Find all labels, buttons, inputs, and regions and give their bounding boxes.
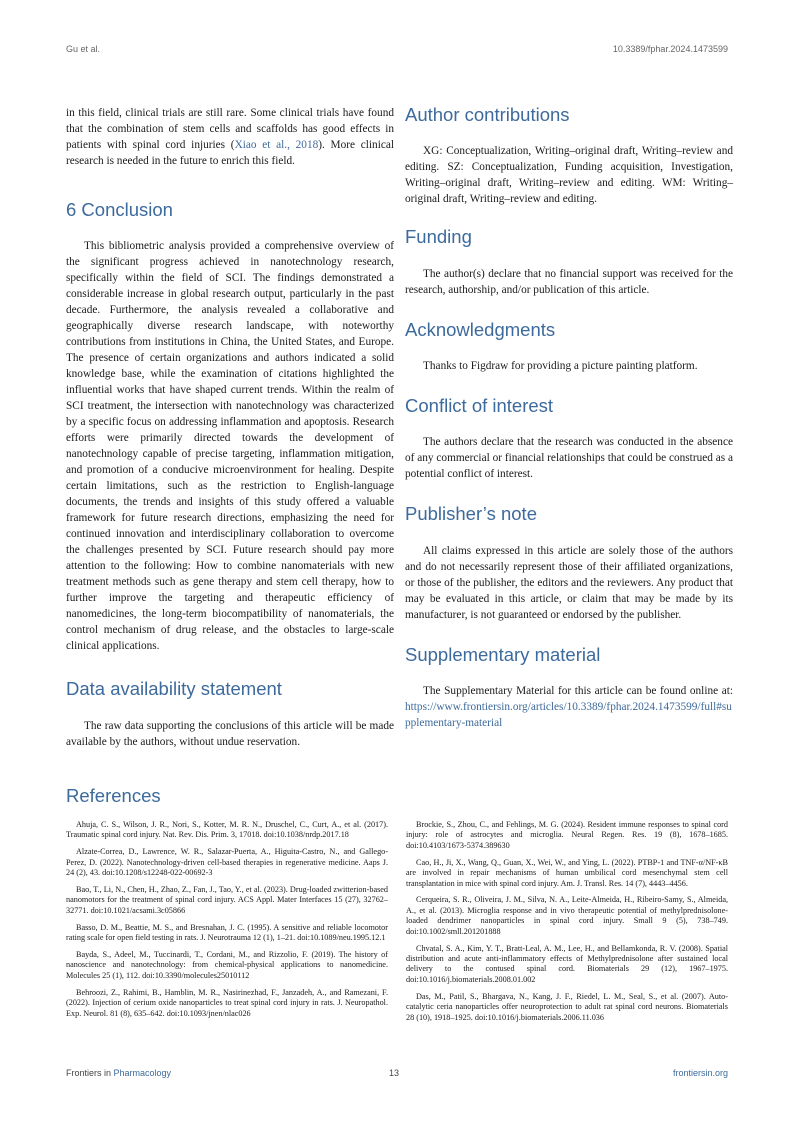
left-column: [66, 105, 394, 750]
reference-item: Ahuja, C. S., Wilson, J. R., Nori, S., Kotter, M. R. N., Druschel, C., Curt, A., et al. (2017). Traumatic spinal cord injury. Nat. Rev. Dis. Prim. 3, 17018. doi:10.1038/nrdp.2017.18: [66, 820, 388, 840]
reference-item: Basso, D. M., Beattie, M. S., and Bresnahan, J. C. (1995). A sensitive and reliable locomotor rating scale for open field testing in rats. J. Neurotrauma 12 (1), 1–21. doi:10.1089/neu.1995.12.1: [66, 922, 388, 943]
author-contributions-heading: Author contributions: [405, 104, 570, 125]
reference-item: Behroozi, Z., Rahimi, B., Hamblin, M. R., Nasirinezhad, F., Janzadeh, A., and Ramezani, F. (2022). Injection of cerium oxide nanoparticles to treat spinal cord injury in rats. J. Neuropathol. Exp. Neurol. 81 (8), 635–642. doi:10.1093/jnen/nlac026: [66, 987, 388, 1018]
reference-item: Cao, H., Ji, X., Wang, Q., Guan, X., Wei, W., and Ying, L. (2022). PTBP-1 and TNF-α/NF-κB are involved in repair mechanisms of human umbilical cord mesenchymal stem cell transplantation in mice with spinal cord injury. Am. J. Transl. Res. 14 (7), 4443–4456.: [406, 857, 728, 888]
supplementary-link[interactable]: https://www.frontiersin.org/articles/10.3389/fphar.2024.1473599/full#supplementary-material: [405, 701, 732, 730]
references-left-column: [66, 820, 388, 1026]
reference-item: Bao, T., Li, N., Chen, H., Zhao, Z., Fan, J., Tao, Y., et al. (2023). Drug-loaded zwitterion-based nanomotors for the treatment of spinal cord injury. ACS Appl. Mater Interfaces 15 (27), 32762–32771. doi:10.1021/acsami.3c05866: [66, 885, 388, 915]
publisher-note-paragraph: All claims expressed in this article are solely those of the authors and do not necessarily represent those of their affiliated organizations, or those of the publisher, the editors and the reviewers. Any product that may be evaluated in this article, or claim that may be made by its manufacturer, is not guaranteed or endorsed by the publisher.: [405, 544, 733, 621]
right-column: [405, 105, 733, 731]
reference-item: Alzate-Correa, D., Lawrence, W. R., Salazar-Puerta, A., Higuita-Castro, N., and Gallego-Perez, D. (2022). Nanotechnology-driven cell-based therapies in regenerative medicine. Aaps J. 24 (2), 43. doi:10.1208/s12248-022-00692-3: [66, 847, 388, 878]
conclusion-heading: 6 Conclusion: [66, 199, 173, 220]
funding-heading: Funding: [405, 226, 472, 248]
data-availability-paragraph: The raw data supporting the conclusions of this article will be made available by the authors, without undue reservation.: [66, 719, 394, 748]
author-contributions-paragraph: XG: Conceptualization, Writing–original draft, Writing–review and editing. SZ: Conceptualization, Funding acquisition, Investigation, Writing–original draft, Writing–review and editing. WM: Writing–original draft, Writing–review and editing.: [405, 145, 733, 206]
conflict-heading: Conflict of interest: [405, 395, 554, 417]
reference-item: Das, M., Patil, S., Bhargava, N., Kang, J. F., Riedel, L. M., Seal, S., et al. (2007). Auto-catalytic ceria nanoparticles offer neuroprotection to adult rat spinal cord neurons. Biomaterials 28 (10), 1918–1925. doi:10.1016/j.biomaterials.2006.11.036: [406, 991, 728, 1022]
supplementary-heading: Supplementary material: [405, 643, 601, 665]
intro-paragraph: in this field, clinical trials are still rare. Some clinical trials have found that the combination of stem cells and scaffolds has good effects in patients with spinal cord injuries (Xiao et al., 2018). More clinical research is needed in the future to enrich this field.: [66, 107, 394, 167]
running-header-doi: 10.3389/fphar.2024.1473599: [612, 44, 728, 54]
data-availability-heading: Data availability statement: [66, 678, 282, 700]
citation-link[interactable]: Xiao et al., 2018: [234, 139, 319, 151]
publisher-note-heading: Publisher’s note: [405, 503, 537, 525]
footer-site-link[interactable]: frontiersin.org: [672, 1068, 728, 1078]
acknowledgments-heading: Acknowledgments: [405, 318, 556, 340]
conflict-paragraph: The authors declare that the research was conducted in the absence of any commercial or financial relationships that could be construed as a potential conflict of interest.: [405, 436, 733, 481]
funding-paragraph: The author(s) declare that no financial support was received for the research, authorship, and/or publication of this article.: [405, 267, 733, 296]
running-header-authors: Gu et al.: [66, 44, 101, 54]
references-heading: References: [66, 785, 161, 806]
acknowledgments-paragraph: Thanks to Figdraw for providing a picture painting platform.: [423, 360, 698, 373]
reference-item: Chvatal, S. A., Kim, Y. T., Bratt-Leal, A. M., Lee, H., and Bellamkonda, R. V. (2008). Spatial distribution and acute anti-inflammatory effects of Methylprednisolone after sustained local delivery to the contused spinal cord. Biomaterials 29 (12), 1967–1975. doi:10.1016/j.biomaterials.2008.01.002: [406, 943, 728, 984]
reference-item: Brockie, S., Zhou, C., and Fehlings, M. G. (2024). Resident immune responses to spinal cord injury: role of astrocytes and microglia. Neural Regen. Res. 19 (8), 1678–1685. doi:10.4103/1673-5374.389630: [406, 820, 728, 850]
conclusion-paragraph: This bibliometric analysis provided a comprehensive overview of the significant progress achieved in nanotechnology research, specifically within the field of SCI. The findings demonstrated a considerable increase in global research output, particularly in the past decade. Furthermore, the analysis revealed a collaborative and geographically diverse research landscape, with noteworthy contributions from institutions in China, the United States, and Europe. The presence of certain organizations and authors indicated a solid knowledge base, while the examination of citations highlighted the influential works that have shaped current trends. Within the realm of SCI treatment, the intersection with nanotechnology was characterized by a specific focus on addressing inflammation and apoptosis. Research efforts were primarily directed towards the development of nanotechnology capable of precise targeting, inflammation mitigation, and promotion of a conducive microenvironment for healing. Despite certain limitations, such as the restriction to English-language documents, the trends and insights of this study offered a valuable framework for future research directions, emphasizing the need for continued innovation and interdisciplinary collaboration to overcome the challenges presented by SCI. Future research should pay more attention to the following: How to combine nanomaterials with new treatment methods such as gene therapy and stem cell therapy, how to further improve the targeting and therapeutic efficiency of nanomedicines, the long-term biocompatibility of nanomaterials, the control mechanism of drug release, and the obstacles to large-scale clinical applications.: [66, 240, 394, 653]
references-right-column: [406, 820, 728, 1029]
supplementary-paragraph: The Supplementary Material for this article can be found online at: https://www.frontiersin.org/articles/10.3389/fphar.2024.1473599/full#supplementary-material: [405, 685, 733, 730]
footer-journal: Frontiers in Pharmacology: [66, 1068, 172, 1078]
page-number: 13: [389, 1068, 400, 1078]
reference-item: Bayda, S., Adeel, M., Tuccinardi, T., Cordani, M., and Rizzolio, F. (2019). The history of nanoscience and nanotechnology: from chemical-physical applications to nanomedicine. Molecules 25 (1), 112. doi:10.3390/molecules25010112: [66, 950, 388, 980]
reference-item: Cerqueira, S. R., Oliveira, J. M., Silva, N. A., Leite-Almeida, H., Ribeiro-Samy, S., Almeida, A., et al. (2013). Microglia response and in vivo therapeutic potential of methylprednisolone-loaded dendrimer nanoparticles in spinal cord injury. Small 9 (5), 738–749. doi:10.1002/smll.201201888: [406, 895, 728, 936]
